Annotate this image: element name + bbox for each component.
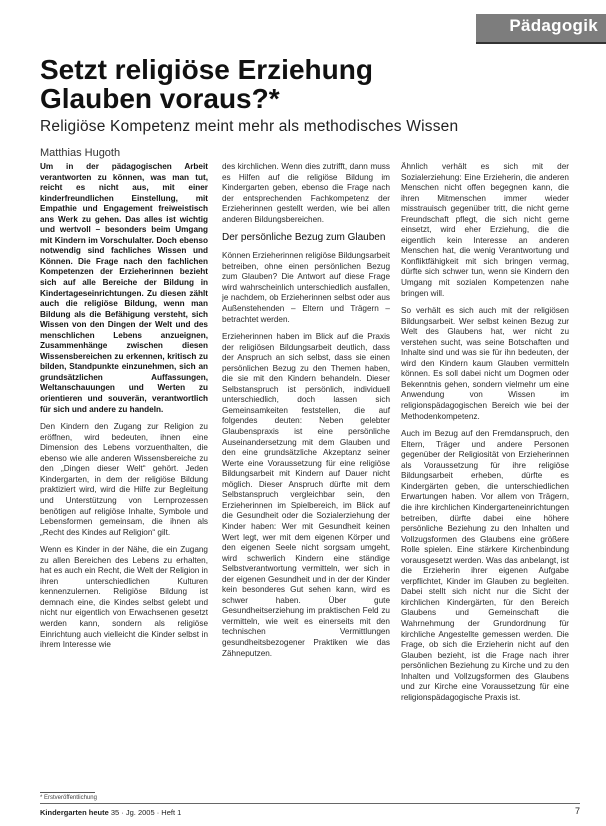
body-paragraph: Den Kindern den Zugang zur Religion zu eröffnen, wird bedeuten, ihnen eine Dimension des Lebens vorzuenthalten, die ebenso wie alle anderen Wissensbereiche zu den „Dingen dieser Welt“ gehört. Jeden Kindergarten, in dem der religiöse Bildung praktiziert wird, wird die Hilfe zur Begleitung und Unterstützung von Lernprozessen benötigen auf religiöse Inhalte, Symbole und Lebensformen gemeinsam, die ihnen als „Recht des Kindes auf Religion“ gilt. [40,422,208,537]
footer-divider [40,803,580,804]
footnote: * Erstveröffentlichung [40,795,97,801]
article-title: Setzt religiöse Erziehung Glauben voraus?* [40,54,373,114]
journal-name: Kindergarten heute [40,808,109,817]
section-label: Pädagogik [509,16,598,35]
text-column-2 [222,162,390,666]
body-paragraph: So verhält es sich auch mit der religiösen Bildungsarbeit. Wer selbst keinen Bezug zur Welt des Glaubens hat, wer nicht zu verstehen sucht, was seine Botschaften und Inhalte sind und was sie für ihn bedeuten, der wird den Kindern kaum Glauben vermitteln können. Es soll dabei nicht um Dogmen oder Bekenntnis gehen, sondern vielmehr um eine Anwendung von Wissen im religionspädagogischen Bereich wie bei der Methodenkompetenz. [401,306,569,421]
body-paragraph: Wenn es Kinder in der Nähe, die ein Zugang zu allen Bereichen des Lebens zu erhalten, hat es auch ein Recht, die Welt der Religion in ihren unterschiedlichen Kulturen kennenzulernen. Religiöse Bildung ist demnach eine, die Kindes selbst gelebt und nicht nur eigentlich von Erwachsenen gesetzt werden kann, sondern als religiöse Einrichtung auch vielleicht die Kinder selbst in ihrem Interesse wie [40,545,208,650]
text-column-3 [401,162,569,710]
text-column-1 [40,162,208,658]
body-paragraph: des kirchlichen. Wenn dies zutrifft, dann muss es Hilfen auf die religiöse Bildung im Kindergarten geben, ebenso die Frage nach der entsprechenden Fachkompetenz der Erzieherinnen gestellt werden, wie bei allen anderen Bildungsbereichen. [222,162,390,224]
body-paragraph: Können Erzieherinnen religiöse Bildungsarbeit betreiben, ohne einen persönlichen Bezug zum Glauben? Die Antwort auf diese Frage wird wahrscheinlich unterschiedlich ausfallen, je nachdem, ob Erzieherinnen selbst oder aus Außenstehenden – Eltern und Trägern – betrachtet werden. [222,251,390,324]
article-subtitle: Religiöse Kompetenz meint mehr als methodisches Wissen [40,118,459,135]
lead-paragraph: Um in der pädagogischen Arbeit verantworten zu können, was man tut, reicht es nicht aus, mit einer kinderfreundlichen Einstellung, mit Empathie und Engagement freiweistisch ans Werk zu gehen. Das alles ist wichtig und wertvoll – besonders beim Umgang mit Kindern im Vorschulalter. Doch ebenso notwendig sind fachliches Wissen und Können. Die Frage nach den fachlichen Kompetenzen der Erzieherinnen bezieht sich auf alle Bereiche der Bildung in Kindertageseinrichtungen. Zu diesen zählt auch die religiöse Bildung, wenn man Bildung als die Befähigung versteht, sich Wissen von den Dingen der Welt und des menschlichen Lebens anzueignen, Zusammenhänge zwischen diesen Wissensbereichen zu erkennen, kritisch zu bilden, Standpunkte einzunehmen, sich an grundsätzlichen Auffassungen, Weltanschauungen und Werten zu orientieren und souverän, verantwortlich für sich und andere zu handeln. [40,162,208,414]
journal-issue: 35 · Jg. 2005 · Heft 1 [110,808,182,817]
section-subheading: Der persönliche Bezug zum Glauben [222,232,386,244]
body-paragraph: Auch im Bezug auf den Fremdanspruch, den Eltern, Träger und andere Personen gegenüber der Religiosität von Erzieherinnen als Voraussetzung für ihre religiöse Bildungsarbeit erheben, dürfte es Kindergärten geben, die unterschiedlichen Erwartungen haben. Vor allem von Trägern, die ihre kirchlichen Kindergarteneinrichtungen betreiben, dürfte dabei eine höhere persönliche Beziehung zu den Inhalten und Vollzugsformen des Glaubens eine größere Rolle spielen. Eine stärkere Kirchenbindung vorausgesetzt werden. Was das anbelangt, ist die Erzieherin ihrer eigenen Aufgabe verpflichtet, Kinder im Glauben zu begleiten. Dabei stellt sich nicht nur die Sicht der kirchlichen Kindergärten, für den Bereich Glaubens und Gemeinschaft die Wahrnehmung der Grundordnung für kirchliche Angestellte gemessen werden. Die Frage, ob sich die Erzieherin nicht auf den Glauben bezieht, ist die Frage nach ihrer persönlichen Beziehung zu Kirche und zu den Inhalten und Vollzugsformen des Glaubens und zur Kirche eine Voraussetzung für eine religionspädagogische Praxis ist. [401,429,569,702]
body-paragraph: Erzieherinnen haben im Blick auf die Praxis der religiösen Bildungsarbeit deutlich, dass der Anspruch an sich selbst, dass sie einen persönlichen Bezug zu den Themen haben, die sie mit den Kindern behandeln. Dieser Selbstanspruch ist persönlich, individuell unterschiedlich, doch lassen sich Gemeinsamkeiten feststellen, die auf folgendes deuten: Neben gelebter Glaubenspraxis ist eine persönliche Auseinandersetzung mit dem Glauben und den eine grundsätzliche Akzeptanz seiner Werte eine Voraussetzung für eine religiöse Bildungsarbeit mit Kindern auf Dauer nicht möglich. Dieser Anspruch dürfte mit dem Selbstanspruch vergleichbar sein, den Erzieherinnen im Spielbereich, im Blick auf die Gesundheit oder die Sozialerziehung der Kinder haben: Wer mit Gesundheit keinen Wert legt, wer mit dem eigenen Körper und den eigenen Seele nicht sorgsam umgeht, wird schwerlich Kindern eine ständige Selbstverantwortung vermitteln, wer sich in der eigenen Gesundheit und in der der Kinder kein besonderes Gut sehen kann, wird es schwer haben. Über gute Gesundheitserziehung im praktischen Feld zu vermitteln, wie weit es einerseits mit den technischen Vermittlungen gesundheitsbezogener Praktiken wie das Zähneputzen. [222,332,390,658]
page-number: 7 [575,806,581,816]
body-paragraph: Ähnlich verhält es sich mit der Sozialerziehung: Eine Erzieherin, die anderen Menschen nicht offen begegnen kann, die ihren Mitmenschen immer wieder misstrauisch gegenüber tritt, die nicht gerne Freundschaft pflegt, die sich nicht gerne einsetzt, wird eher Erziehung, die die eigentlich kein Interesse an anderen Menschen hat, die wenig Verantwortung und Konfliktfähigkeit mit sich bringen vermag, dürfte sich schwer tun, wenn sie Kindern den Umgang mit sozialen Kompetenzen nahe bringen will. [401,162,569,298]
section-header-bar [476,14,606,44]
footnote-divider [40,792,95,793]
journal-citation [40,808,181,817]
article-author: Matthias Hugoth [40,147,121,159]
